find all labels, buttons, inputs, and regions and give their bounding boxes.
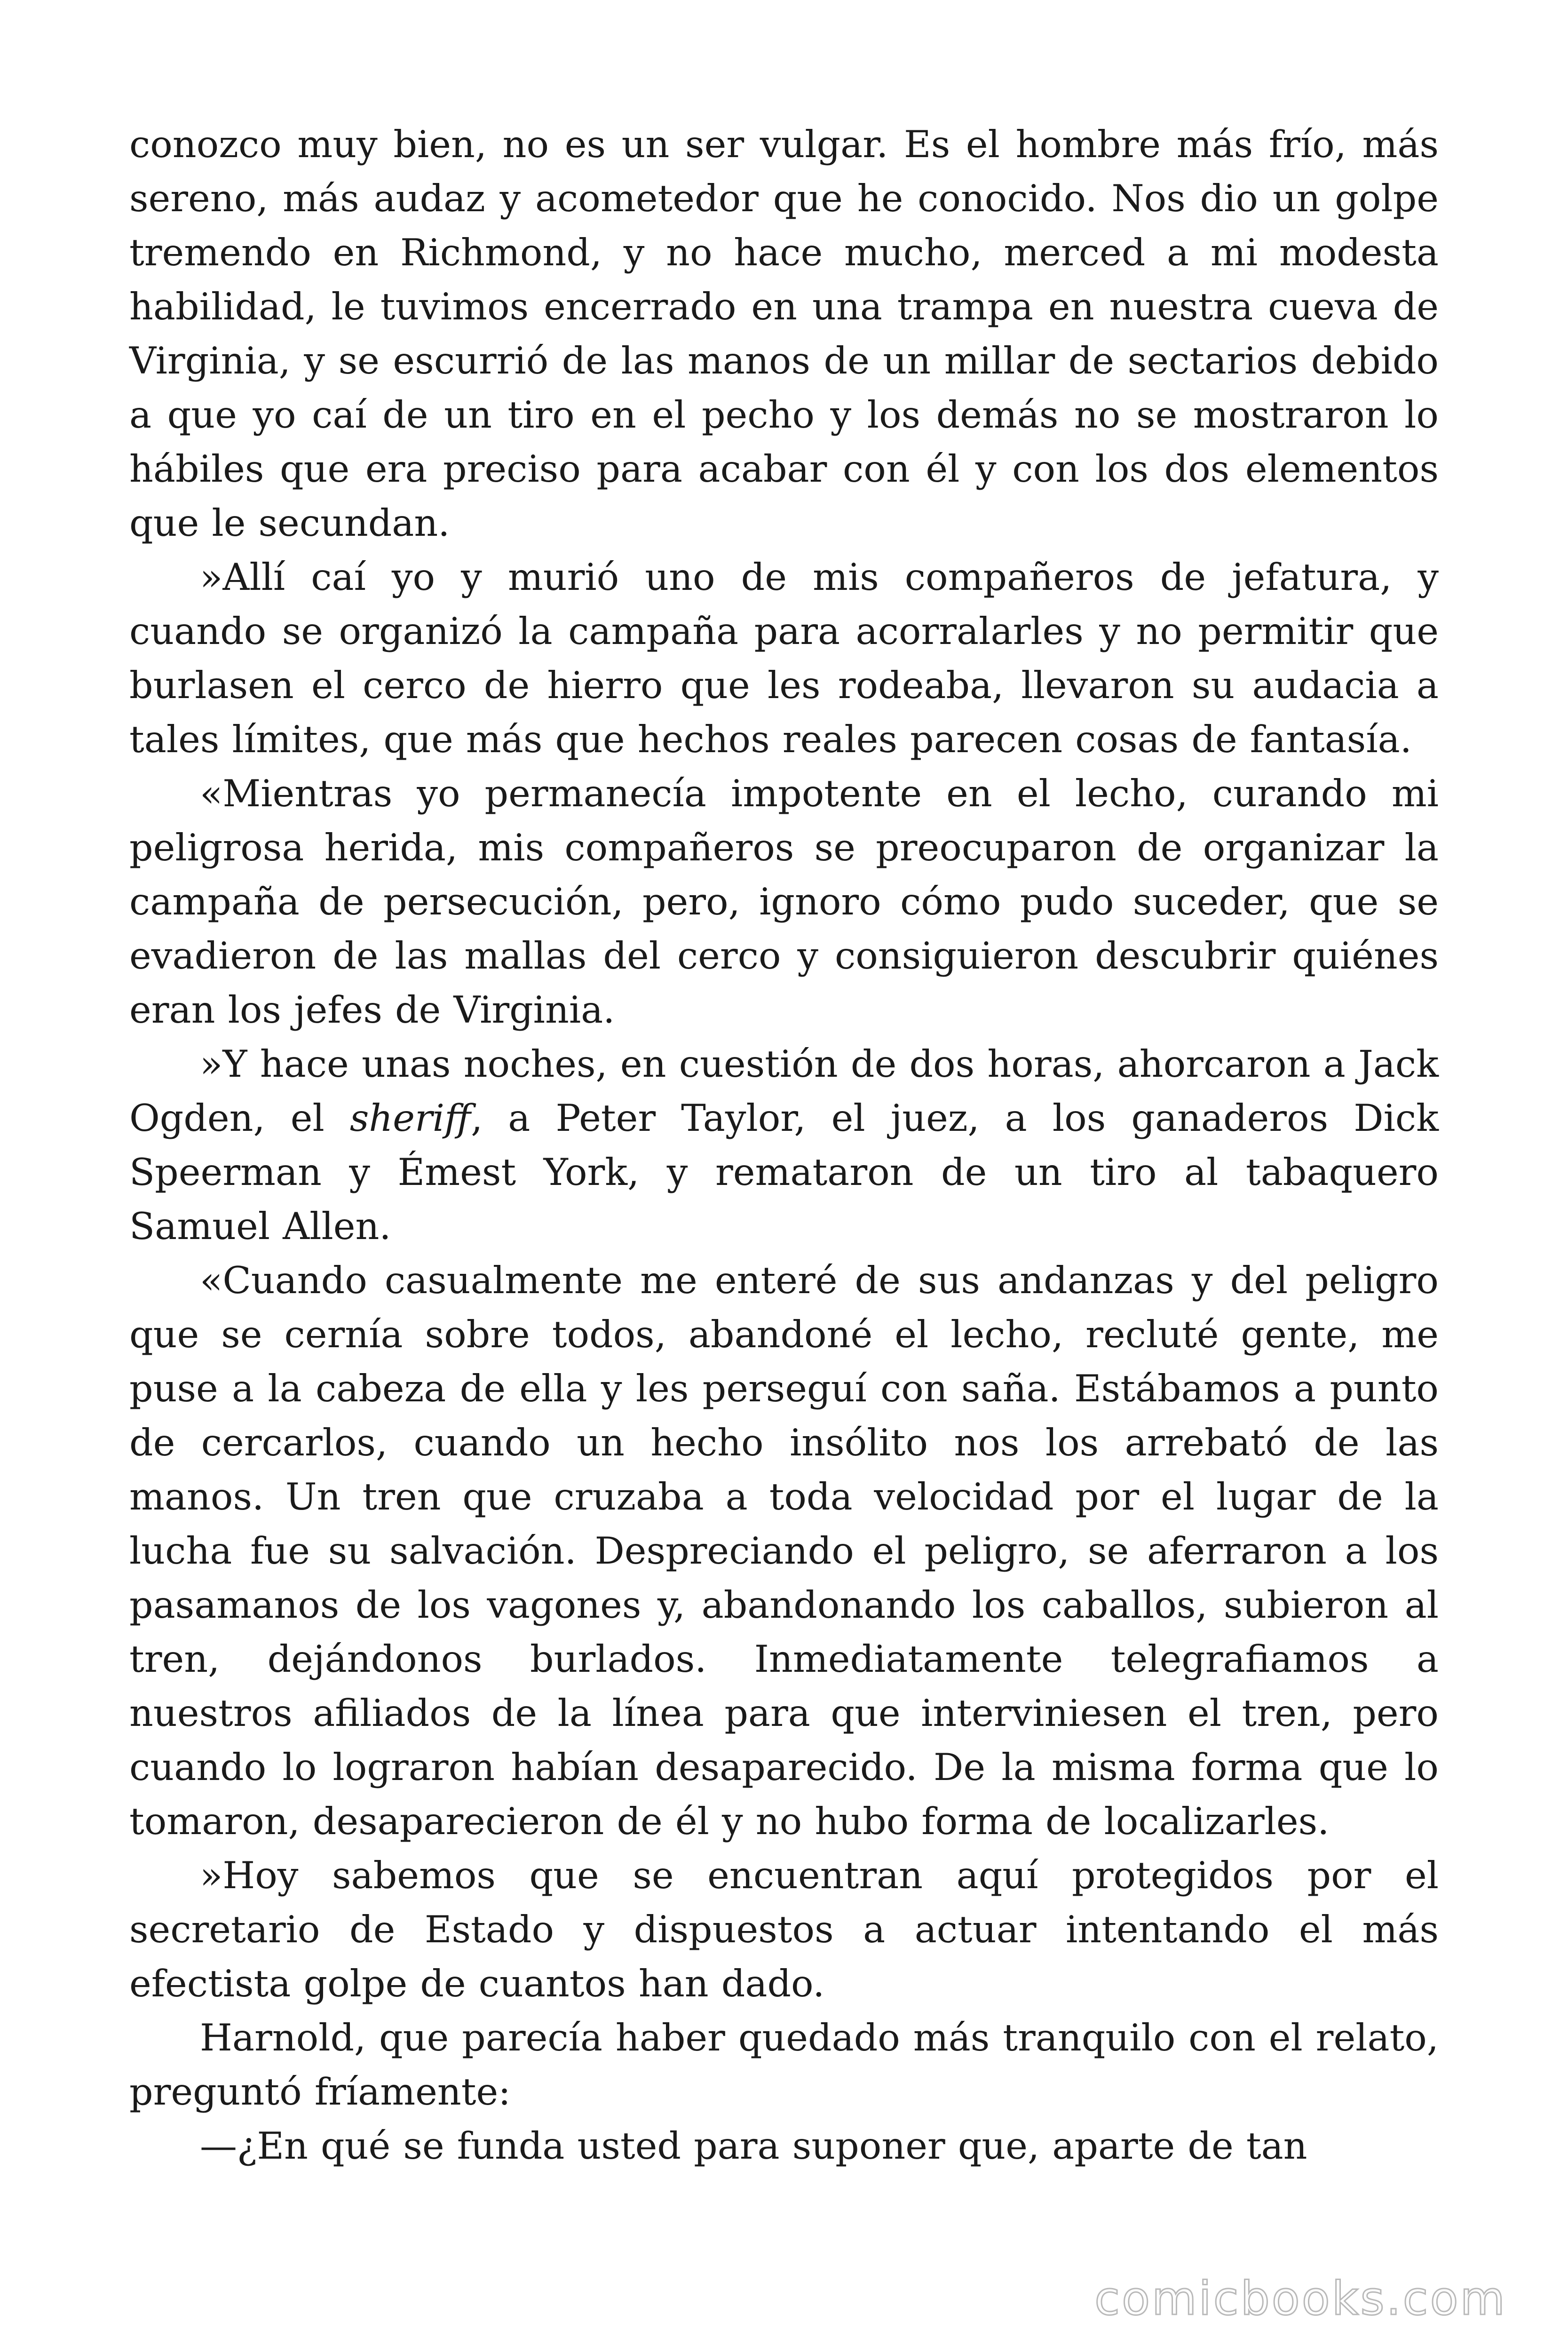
paragraph-3: «Mientras yo permanecía impotente en el lecho, curando mi peligrosa herida, mis compañeros se preocuparon de organizar la campaña de persecución, pero, ignoro cómo pudo suceder, que se evadieron de las mallas del cerco y consiguieron descubrir quiénes eran los jefes de Virginia.	[129, 772, 1439, 1032]
site-watermark: comicbooks.com	[1094, 2272, 1507, 2326]
paragraph-8: —¿En qué se funda usted para suponer que, aparte de tan	[200, 2124, 1307, 2168]
paragraph-4-italic-word: sheriff	[349, 1097, 471, 1140]
paragraph-4-text-after: , a Peter Taylor, el juez, a los ganaderos Dick Speerman y Émest York, y remataron de un tiro al tabaquero Samuel Allen.	[129, 1097, 1439, 1248]
paragraph-5: «Cuando casualmente me enteré de sus andanzas y del peligro que se cernía sobre todos, abandoné el lecho, recluté gente, me puse a la cabeza de ella y les perseguí con saña. Estábamos a punto de cercarlos, cuando un hecho insólito nos los arrebató de las manos. Un tren que cruzaba a toda velocidad por el lugar de la lucha fue su salvación. Despreciando el peligro, se aferraron a los pasamanos de los vagones y, abandonando los caballos, subieron al tren, dejándonos burlados. Inmediatamente telegrafiamos a nuestros afiliados de la línea para que interviniesen el tren, pero cuando lo lograron habían desaparecido. De la misma forma que lo tomaron, desaparecieron de él y no hubo forma de localizarles.	[129, 1259, 1439, 1843]
book-page-body	[129, 118, 1439, 2173]
paragraph-2: »Allí caí yo y murió uno de mis compañeros de jefatura, y cuando se organizó la campaña para acorralarles y no permitir que burlasen el cerco de hierro que les rodeaba, llevaron su audacia a tales límites, que más que hechos reales parecen cosas de fantasía.	[129, 556, 1439, 761]
paragraph-6: »Hoy sabemos que se encuentran aquí protegidos por el secretario de Estado y dispuestos a actuar intentando el más efectista golpe de cuantos han dado.	[129, 1854, 1439, 2005]
paragraph-1: conozco muy bien, no es un ser vulgar. Es el hombre más frío, más sereno, más audaz y acometedor que he conocido. Nos dio un golpe tremendo en Richmond, y no hace mucho, merced a mi modesta habilidad, le tuvimos encerrado en una trampa en nuestra cueva de Virginia, y se escurrió de las manos de un millar de sectarios debido a que yo caí de un tiro en el pecho y los demás no se mostraron lo hábiles que era preciso para acabar con él y con los dos elementos que le secundan.	[129, 123, 1439, 545]
paragraph-7: Harnold, que parecía haber quedado más tranquilo con el relato, preguntó fríamente:	[129, 2016, 1439, 2114]
paragraph-4-text-before: »Y hace unas noches, en cuestión de dos horas, ahorcaron a Jack Ogden, el	[129, 1042, 1439, 1140]
paragraph-4	[129, 1037, 1439, 1254]
